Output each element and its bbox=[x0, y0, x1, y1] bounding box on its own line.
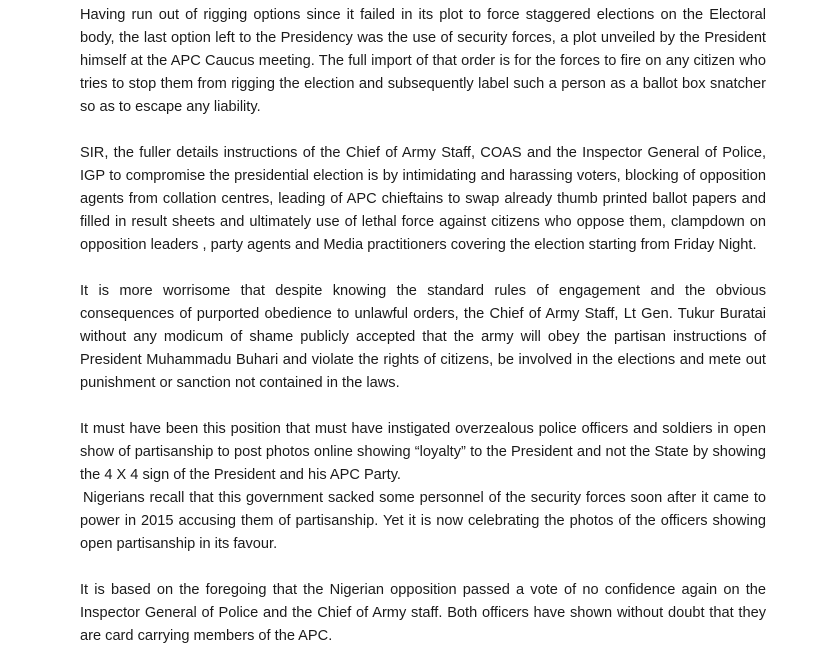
paragraph-nigerians-recall: Nigerians recall that this government sacked some personnel of the security forces soon after it came to power in 2015 accusing them of partisanship. Yet it is now celebrating the photos of the officers showing open partisanship in its favour. bbox=[80, 490, 766, 552]
paragraph-coas-igp-instructions: SIR, the fuller details instructions of the Chief of Army Staff, COAS and the Inspector General of Police, IGP to compromise the presidential election is by intimidating and harassing voters, blocking of opposition agents from collation centres, leading of APC chieftains to swap already thumb printed ballot papers and filled in result sheets and ultimately use of lethal force against citizens who oppose them, clampdown on opposition leaders , party agents and Media practitioners covering the election starting from Friday Night. bbox=[80, 145, 766, 253]
paragraph-partisanship-photos: It must have been this position that must have instigated overzealous police officers and soldiers in open show of partisanship to post photos online showing “loyalty” to the President and not the State by showing the 4 X 4 sign of the President and his APC Party. bbox=[80, 421, 766, 483]
document-page bbox=[80, 4, 766, 671]
paragraph-worrisome: It is more worrisome that despite knowing the standard rules of engagement and the obvious consequences of purported obedience to unlawful orders, the Chief of Army Staff, Lt Gen. Tukur Buratai without any modicum of shame publicly accepted that the army will obey the partisan instructions of President Muhammadu Buhari and violate the rights of citizens, be involved in the elections and mete out punishment or sanction not contained in the laws. bbox=[80, 283, 766, 391]
paragraph-vote-of-no-confidence: It is based on the foregoing that the Nigerian opposition passed a vote of no confidence again on the Inspector General of Police and the Chief of Army staff. Both officers have shown without doubt that they are card carrying members of the APC. bbox=[80, 582, 766, 644]
paragraph-rigging-options: Having run out of rigging options since it failed in its plot to force staggered elections on the Electoral body, the last option left to the Presidency was the use of security forces, a plot unveiled by the President himself at the APC Caucus meeting. The full import of that order is for the forces to fire on any citizen who tries to stop them from rigging the election and subsequently label such a person as a ballot box snatcher so as to escape any liability. bbox=[80, 7, 766, 115]
